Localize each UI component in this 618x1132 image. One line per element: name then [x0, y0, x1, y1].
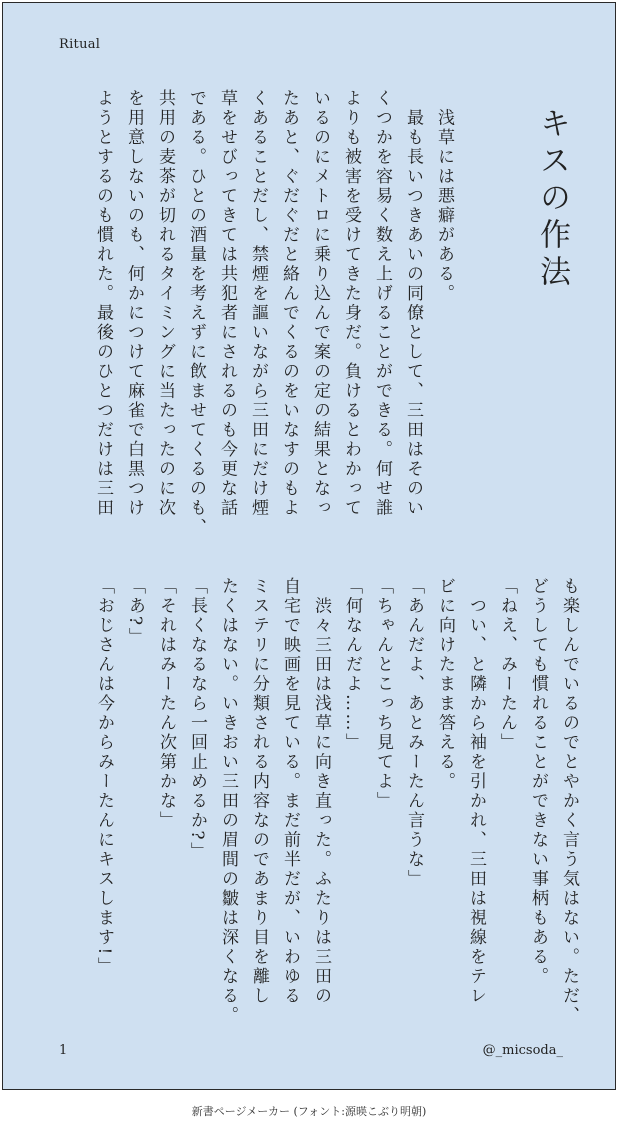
- text-column: 「ちゃんとこっち見てよ」: [373, 577, 393, 811]
- text-column: 最も長いつきあいの同僚として、三田はそのい: [403, 89, 423, 518]
- running-header: Ritual: [59, 37, 101, 52]
- author-handle: @_micsoda_: [482, 1043, 563, 1058]
- text-column: 自宅で映画を見ている。まだ前半だが、いわゆる: [280, 577, 300, 1006]
- text-column: くつかを容易く数え上げることができる。何せ誰: [372, 89, 392, 518]
- text-column: 草をせびってきては共犯者にされるのも今更な話: [217, 89, 237, 518]
- text-column: つい、と隣から袖を引かれ、三田は視線をテレ: [466, 577, 486, 1006]
- text-column: ミステリに分類される内容なのであまり目を離し: [249, 577, 269, 1006]
- text-column: ビに向けたまま答える。: [435, 577, 455, 792]
- text-column: も楽しんでいるのでとやかく言う気はない。ただ、: [559, 577, 579, 1026]
- text-column: 渋々三田は浅草に向き直った。ふたりは三田の: [311, 577, 331, 1006]
- text-column: いるのにメトロに乗り込んで案の定の結果となっ: [310, 89, 330, 518]
- text-column: 「それはみーたん次第かな」: [156, 577, 176, 831]
- text-column: ようとするのも慣れた。最後のひとつだけは三田: [93, 89, 113, 518]
- page-number: 1: [59, 1043, 68, 1058]
- text-column: くあることだし、禁煙を謳いながら三田にだけ煙: [248, 89, 268, 518]
- text-column: である。ひとの酒量を考えずに飲ませてくるのも、: [186, 89, 206, 538]
- book-page: [2, 2, 616, 1090]
- text-column: 「あんだよ、あとみーたん言うな」: [404, 577, 424, 889]
- text-column: 「おじさんは今からみーたんにキスします!」: [94, 577, 114, 977]
- text-column: 「ねえ、みーたん」: [497, 577, 517, 753]
- story-title: キスの作法: [534, 107, 570, 292]
- text-column: 共用の麦茶が切れるタイミングに当たったのに次: [155, 89, 175, 518]
- text-column: を用意しないのも、何かにつけて麻雀で白黒つけ: [124, 89, 144, 518]
- text-column: 「あ?」: [125, 577, 145, 648]
- text-column: たくはない。いきおい三田の眉間の皺は深くなる。: [218, 577, 238, 1026]
- text-column: 「長くなるなら一回止めるか?」: [187, 577, 207, 862]
- text-column: どうしても慣れることができない事柄もある。: [528, 577, 548, 987]
- text-column: たあと、ぐだぐだと絡んでくるのをいなすのもよ: [279, 89, 299, 518]
- text-column: 浅草には悪癖がある。: [434, 89, 454, 304]
- generator-caption: 新書ページメーカー (フォント:源暎こぶり明朝): [191, 1105, 427, 1118]
- text-column: 「何なんだよ……」: [342, 577, 362, 753]
- text-column: よりも被害を受けてきた身だ。負けるとわかって: [341, 89, 361, 518]
